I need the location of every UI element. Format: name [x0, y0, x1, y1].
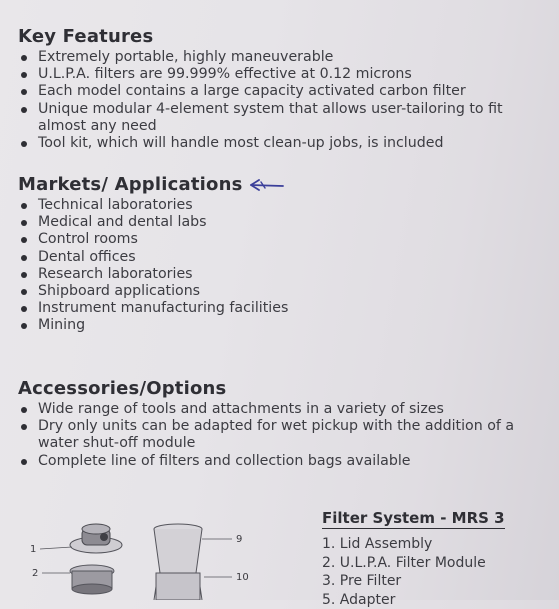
markets-list: [18, 197, 549, 335]
filter-system-heading: Filter System - MRS 3: [322, 509, 505, 529]
filter-system-section: [322, 508, 552, 609]
filter-module-illustration: [70, 565, 114, 594]
list-item: Shipboard applications: [18, 283, 549, 300]
list-item: Each model contains a large capacity activated carbon filter: [18, 83, 549, 100]
accessories-list: [18, 401, 549, 470]
callout-1: 1: [30, 544, 36, 555]
list-item: Tool kit, which will handle most clean-up jobs, is included: [18, 135, 549, 152]
list-item: Medical and dental labs: [18, 214, 549, 231]
filter-system-parts-list: [322, 535, 552, 609]
list-item: 3. Pre Filter: [322, 572, 552, 591]
list-item: Extremely portable, highly maneuverable: [18, 49, 549, 66]
filter-system-diagram: [18, 515, 278, 600]
list-item: 5. Adapter: [322, 591, 552, 609]
list-item: Unique modular 4-element system that allows user-tailoring to fit almost any need: [18, 101, 549, 135]
list-item: 1. Lid Assembly: [322, 535, 552, 554]
handwritten-arrow-icon: [249, 178, 285, 192]
list-item: Dental offices: [18, 249, 549, 266]
key-features-list: [18, 49, 549, 152]
list-item: Mining: [18, 317, 549, 334]
markets-heading-row: [18, 174, 549, 195]
markets-section: [18, 174, 549, 335]
list-item: Complete line of filters and collection bags available: [18, 453, 549, 470]
lid-assembly-illustration: [70, 524, 122, 553]
list-item: Wide range of tools and attachments in a variety of sizes: [18, 401, 549, 418]
list-item: Control rooms: [18, 231, 549, 248]
callout-10: 10: [236, 572, 249, 583]
list-item: U.L.P.A. filters are 99.999% effective at 0.12 microns: [18, 66, 549, 83]
accessories-section: [18, 378, 549, 470]
key-features-section: [18, 26, 549, 152]
accessories-heading: Accessories/Options: [18, 378, 549, 399]
list-item: Dry only units can be adapted for wet pickup with the addition of a water shut-off module: [18, 418, 549, 452]
list-item: Research laboratories: [18, 266, 549, 283]
key-features-heading: Key Features: [18, 26, 549, 47]
callout-9: 9: [236, 534, 242, 545]
callout-2: 2: [32, 568, 38, 579]
list-item: Instrument manufacturing facilities: [18, 300, 549, 317]
list-item: Technical laboratories: [18, 197, 549, 214]
markets-heading: Markets/ Applications: [18, 174, 243, 195]
canister-illustration: [154, 524, 202, 600]
list-item: 2. U.L.P.A. Filter Module: [322, 554, 552, 573]
